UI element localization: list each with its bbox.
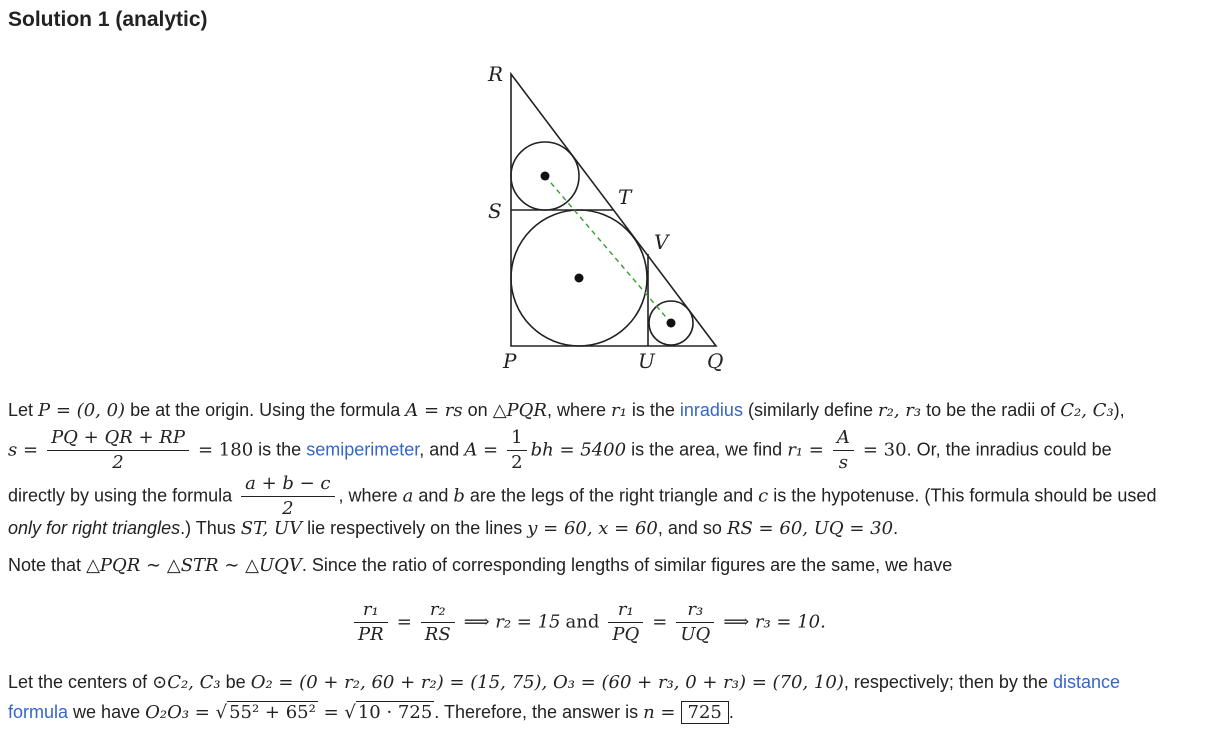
- text: , and: [419, 439, 460, 460]
- math: A = rs: [405, 400, 463, 421]
- text: , where: [546, 400, 606, 420]
- math: O₂ = (0 + r₂, 60 + r₂) = (15, 75), O₃ = (60 + r₃, 0 + r₃) = (70, 10): [250, 672, 844, 693]
- sqrt-expression: 55² + 65²: [229, 702, 316, 723]
- label-u: U: [638, 349, 655, 373]
- math: r₁ =: [787, 439, 824, 461]
- math: = 30: [862, 439, 907, 461]
- paragraph-line-1: [8, 400, 1125, 421]
- label-s: S: [488, 199, 502, 223]
- text: .) Thus: [180, 518, 236, 538]
- fraction-inradius-formula: $\frac{a + b - c}{2}$: [241, 472, 334, 521]
- text: and: [565, 611, 600, 633]
- fraction-r1-pq: $\frac{\text{r₁}}{PQ}$: [608, 598, 643, 647]
- label-q: Q: [707, 349, 724, 373]
- text: (similarly define: [747, 400, 874, 420]
- math: s =: [8, 439, 39, 461]
- math: O₂O₃ =: [145, 702, 216, 723]
- inradius-link[interactable]: inradius: [679, 400, 743, 420]
- math: n =: [643, 702, 676, 723]
- paragraph-line-2: [8, 426, 1112, 475]
- label-r: R: [488, 62, 504, 86]
- paragraph-line-5: [8, 555, 952, 576]
- math: r₂, r₃: [878, 400, 922, 421]
- paragraph-line-6: [8, 672, 1120, 693]
- sqrt-expression: 10 · 725: [357, 702, 433, 723]
- text: . Therefore, the answer is: [434, 702, 639, 722]
- formula-link[interactable]: formula: [8, 702, 69, 722]
- label-p: P: [503, 349, 517, 373]
- text: Let: [8, 400, 34, 420]
- math: a: [402, 485, 414, 507]
- label-v: V: [654, 230, 669, 254]
- text: be at the origin. Using the formula: [130, 400, 401, 420]
- fraction-r2-rs: $\frac{\text{r₂}}{RS}$: [421, 598, 455, 647]
- fraction-r3-uq: $\frac{\text{r₃}}{UQ}$: [676, 598, 714, 647]
- text: .: [728, 702, 734, 722]
- text: is the: [258, 439, 302, 460]
- math: b: [453, 485, 465, 507]
- label-t: T: [618, 185, 632, 209]
- math: ⟹ r₃ = 10.: [723, 611, 826, 633]
- math: r₁: [611, 400, 627, 421]
- math: A =: [464, 439, 499, 461]
- math: ⊙C₂, C₃: [152, 672, 221, 693]
- math: P = (0, 0): [38, 400, 126, 421]
- math: bh = 5400: [530, 439, 627, 461]
- text: and: [418, 485, 449, 506]
- math: =: [317, 702, 345, 723]
- math: y = 60, x = 60: [527, 518, 658, 539]
- fraction-a-over-s: $\frac{A}{s}$: [833, 426, 854, 475]
- text: ),: [1113, 400, 1125, 420]
- text: directly by using the formula: [8, 485, 233, 506]
- paragraph-line-3: [8, 472, 1156, 521]
- text: , and so: [657, 518, 722, 538]
- fraction-r1-pr: $\frac{\text{r₁}}{PR}$: [354, 598, 388, 647]
- text: , respectively; then by the: [843, 672, 1048, 692]
- math: △PQR: [492, 400, 547, 421]
- display-equation: $\frac{\text{r₁}}{PR}$ = $\frac{\text{r₂}}{RS}$ ⟹ r₂ = 15 and $\frac{\text{r₁}}{PQ}$ = $\frac{\text{r₃}}{UQ}$ ⟹ r₃ = 10.: [350, 598, 826, 647]
- math: ⟹ r₂ = 15: [463, 611, 561, 633]
- text: is the: [631, 400, 675, 420]
- text: are the legs of the right triangle and: [469, 485, 754, 506]
- paragraph-line-7: formula we have O₂O₃ = √ 55² + 65² = √ 10 · 725 . Therefore, the answer is n = 725 .: [8, 702, 734, 723]
- paragraph-line-4: [8, 518, 898, 539]
- fraction-half: $\frac{1}{2}$: [507, 426, 526, 475]
- text: is the hypotenuse. (This formula should be used: [773, 485, 1157, 506]
- fraction-semiperimeter: $\frac{PQ + QR + RP}{2}$: [47, 426, 189, 475]
- text: .: [893, 518, 899, 538]
- math: C₂, C₃: [1060, 400, 1114, 421]
- text: Let the centers of: [8, 672, 148, 692]
- text: lie respectively on the lines: [307, 518, 523, 538]
- text: only for right triangles: [8, 518, 181, 538]
- math: △PQR ∼ △STR ∼ △UQV: [86, 555, 302, 576]
- math: = 180: [197, 439, 254, 461]
- math: RS = 60, UQ = 30: [726, 518, 894, 539]
- math: c: [758, 485, 769, 507]
- text: is the area, we find: [631, 439, 783, 460]
- distance-link[interactable]: distance: [1052, 672, 1121, 692]
- text: we have: [73, 702, 141, 722]
- text: Note that: [8, 555, 82, 575]
- math: ST, UV: [240, 518, 303, 539]
- text: . Or, the inradius could be: [906, 439, 1112, 460]
- text: on: [467, 400, 488, 420]
- text: . Since the ratio of corresponding lengths of similar figures are the same, we have: [301, 555, 953, 575]
- text: , where: [338, 485, 398, 506]
- text: to be the radii of: [926, 400, 1056, 420]
- semiperimeter-link[interactable]: semiperimeter: [306, 439, 420, 460]
- section-heading: Solution 1 (analytic): [8, 8, 208, 31]
- boxed-answer: 725: [681, 701, 729, 724]
- text: be: [225, 672, 246, 692]
